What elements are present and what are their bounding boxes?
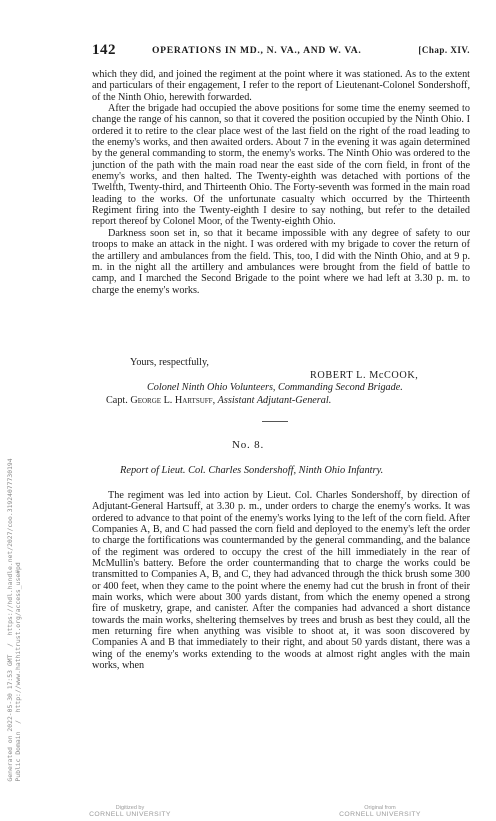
- report-title: Report of Lieut. Col. Charles Sondershoff, Ninth Ohio Infantry.: [120, 465, 384, 476]
- footer-original: [330, 805, 430, 819]
- addressee-role: Assistant Adjutant-General.: [217, 395, 332, 406]
- chapter-label: [Chap. XIV.: [418, 45, 470, 55]
- signature-title: Colonel Ninth Ohio Volunteers, Commanding Second Brigade.: [147, 382, 403, 393]
- report-body: [92, 490, 470, 672]
- signature-closing: Yours, respectfully,: [130, 357, 209, 368]
- footer-original-institution: CORNELL UNIVERSITY: [339, 811, 421, 818]
- addressee-line: [106, 395, 331, 406]
- footer-digitized-label: Digitized by: [115, 805, 145, 811]
- margin-stamp-line-2: Public Domain / http://www.hathitrust.org/access_use#pd: [14, 562, 22, 782]
- paragraph-darkness: Darkness soon set in, so that it became impossible with any degree of safety to our troops to make an attack in the night. I was ordered with my brigade to cover the return of the artillery and ambulances from the field. This, too, I did with the Ninth Ohio, and at 9 p. m. in the night all the artillery and ambulances were brought from the field of battle to camp, and I marched the Second Brigade to the point where we had left at 3.30 p. m. to charge the enemy's works.: [92, 227, 470, 296]
- running-title: OPERATIONS IN MD., N. VA., AND W. VA.: [152, 45, 362, 56]
- report-paragraph: The regiment was led into action by Lieut. Col. Charles Sondershoff, by direction of Adjutant-General Hartsuff, at 3.30 p. m., under orders to charge the enemy's works. It was ordered to advance to that point of the enemy's works lying to the left of the corn field. After Companies A, B, and C had passed the corn field and deployed to the enemy's left the order to charge the fortifications was countermanded by the general commanding, and the balance of the regiment was ordered to occupy the crest of the hill immediately in the rear of McMullin's battery. Before the order countermanding that to charge the works could be transmitted to Companies A, B, and C, they had advanced through the thick brush some 300 or 400 feet, when they came to the point where the enemy had cut the brush in front of their main works, which were about 300 yards distant, from which the enemy opened a strong fire of musketry, grape, and canister. After the companies had advanced a short distance towards the main works, sheltering themselves by trees and brush as best they could, all the men returning fire when anything was visible to shoot at, it was soon discovered by Companies A and B that immediately to their right, and about 50 yards distant, there was a wing of the enemy's works extending to the woods at almost right angles with the main works, when: [92, 490, 470, 672]
- addressee-name: George L. Hartsuff,: [130, 395, 216, 406]
- addressee-prefix: Capt.: [106, 395, 128, 406]
- report-number: No. 8.: [232, 439, 264, 451]
- signature-name: ROBERT L. McCOOK,: [310, 370, 419, 381]
- running-header: [92, 42, 470, 58]
- footer-digitized: [80, 805, 180, 819]
- paragraph-brigade-positions: After the brigade had occupied the above positions for some time the enemy seemed to change the range of his cannon, so that it covered the position occupied by the Ninth Ohio. I ordered it to retire to the clear place west of the last field on the right of the road leading to the enemy's works, and then awaited orders. About 7 in the evening it was again determined by the general commanding to storm, the enemy's works. The Ninth Ohio was ordered to the junction of the path with the main road near the east side of the corn field, in front of the enemy's works, and then halted. The Twenty-eighth was detached with portions of the Twelfth, Twenty-third, and Thirteenth Ohio. The Forty-seventh was formed in the main road leading to the works. Of the unfortunate casualty which occurred by the Thirteenth Regiment firing into the Twenty-eighth I desire to say nothing, but refer to the detailed report thereof by Colonel Moor, of the Twenty-eighth Ohio.: [92, 103, 470, 228]
- section-divider: [262, 421, 288, 422]
- footer-digitized-institution: CORNELL UNIVERSITY: [89, 811, 171, 818]
- margin-stamp-line-1: Generated on 2022-05-30 17:53 GMT / https://hdl.handle.net/2027/coo.31924077730194: [6, 458, 14, 782]
- paragraph-continued: which they did, and joined the regiment at the point where it was stationed. As to the extent and particulars of their engagement, I refer to the report of Lieutenant-Colonel Sondershoff, of the Ninth Ohio, herewith forwarded.: [92, 69, 470, 103]
- footer-original-label: Original from: [364, 805, 396, 811]
- margin-stamp: [0, 420, 28, 820]
- letter-body: [92, 69, 470, 296]
- page-number: 142: [92, 42, 116, 58]
